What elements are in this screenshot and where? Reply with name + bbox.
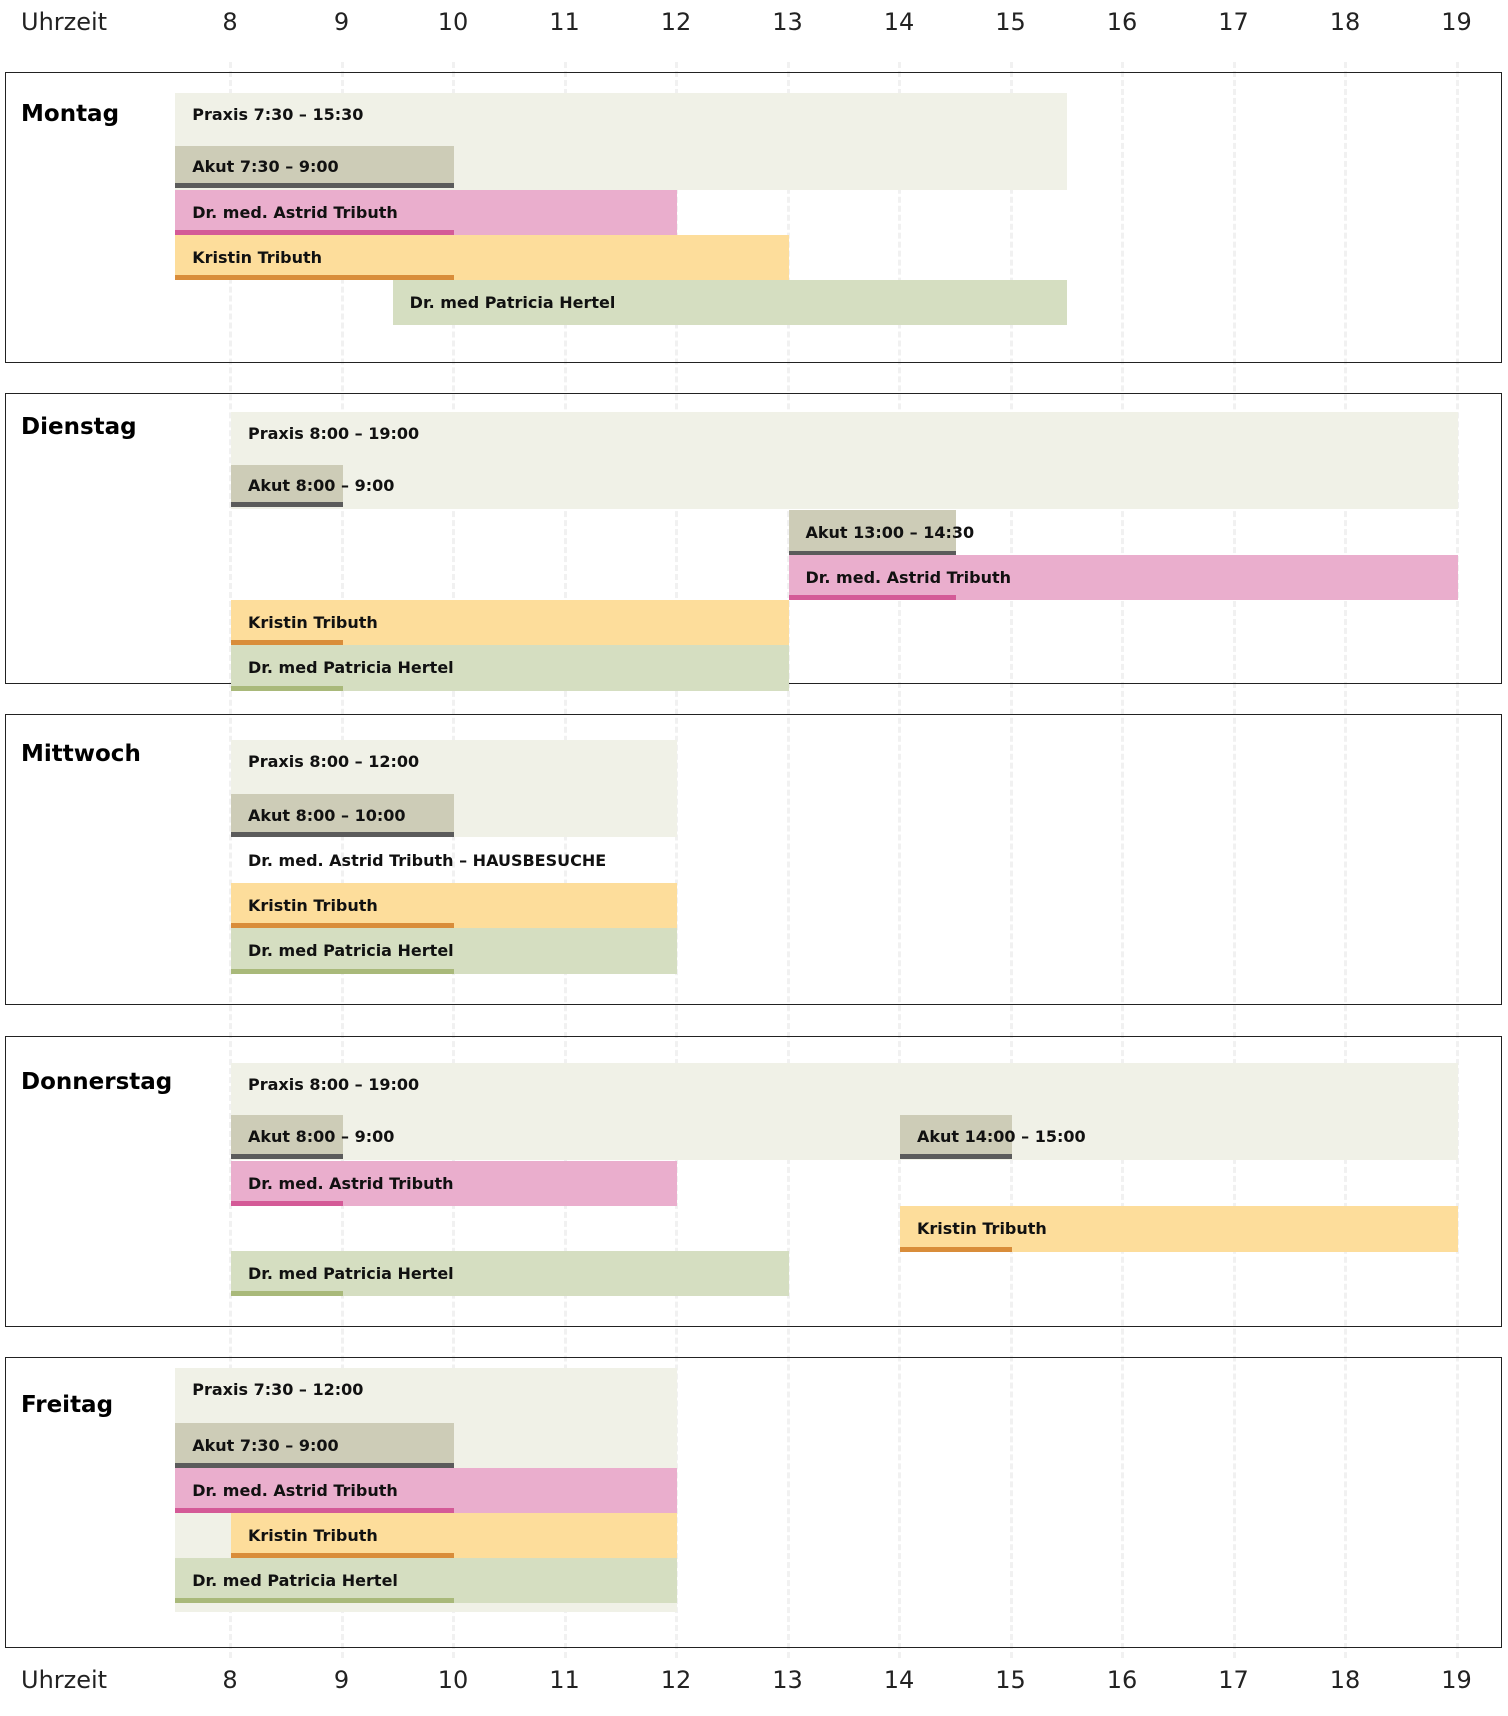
tick-label-9: 9: [333, 8, 350, 36]
bar-label: Akut 14:00 – 15:00: [917, 1127, 1086, 1146]
day-name: Dienstag: [21, 414, 137, 440]
day-name: Montag: [21, 101, 120, 127]
bar-label: Dr. med. Astrid Tributh: [805, 568, 1012, 587]
bar-label: Kristin Tributh: [248, 1526, 378, 1545]
tick-label-14: 14: [883, 8, 915, 36]
bar-label: Akut 8:00 – 9:00: [248, 1127, 395, 1146]
time-axis-bottom: [0, 1666, 1508, 1716]
astrid-underline: [231, 1201, 343, 1206]
bar-label: Dr. med Patricia Hertel: [248, 941, 454, 960]
akut-underline: [231, 502, 343, 507]
patricia-underline: [231, 969, 454, 974]
day-name: Freitag: [21, 1392, 114, 1418]
akut-underline: [231, 832, 454, 837]
patricia-underline: [175, 1598, 454, 1603]
bar-label: Kristin Tributh: [248, 613, 378, 632]
tick-label-15: 15: [995, 8, 1026, 36]
kristin-underline: [900, 1247, 1012, 1252]
bar-label: Dr. med. Astrid Tributh – HAUSBESUCHE: [248, 851, 607, 870]
bar-label: Akut 13:00 – 14:30: [805, 523, 975, 542]
praxis-label: Praxis 8:00 – 19:00: [248, 424, 420, 443]
praxis-label: Praxis 7:30 – 15:30: [192, 105, 364, 124]
tick-label-16: 16: [1106, 8, 1138, 36]
akut-underline: [900, 1154, 1012, 1159]
tick-label-18: 18: [1329, 8, 1361, 36]
bar-label: Kristin Tributh: [917, 1219, 1047, 1238]
day-panel-montag: [5, 72, 1502, 363]
tick-label-8: 8: [222, 8, 238, 36]
day-panel-donnerstag: [5, 1036, 1502, 1327]
time-axis-top: [0, 8, 1508, 58]
day-name: Mittwoch: [21, 741, 141, 767]
tick-label-13: 13: [772, 8, 803, 36]
tick-label-19: 19: [1441, 8, 1472, 36]
bar-label: Akut 8:00 – 10:00: [248, 806, 406, 825]
bar-label: Dr. med Patricia Hertel: [409, 293, 616, 312]
praxis-label: Praxis 7:30 – 12:00: [192, 1380, 364, 1399]
tick-label-11: 11: [549, 8, 580, 36]
tick-label-17: 17: [1218, 1666, 1249, 1694]
bar-label: Akut 8:00 – 9:00: [248, 476, 395, 495]
bar-label: Akut 7:30 – 9:00: [192, 157, 339, 176]
bar-label: Kristin Tributh: [248, 896, 378, 915]
tick-label-18: 18: [1329, 1666, 1361, 1694]
tick-label-17: 17: [1218, 8, 1249, 36]
tick-label-14: 14: [883, 1666, 915, 1694]
tick-label-12: 12: [660, 1666, 692, 1694]
bar-label: Dr. med. Astrid Tributh: [192, 203, 398, 222]
patricia-underline: [231, 1291, 343, 1296]
bar-label: Dr. med Patricia Hertel: [248, 1264, 454, 1283]
tick-label-10: 10: [437, 1666, 469, 1694]
tick-label-19: 19: [1441, 1666, 1472, 1694]
praxis-label: Praxis 8:00 – 19:00: [248, 1075, 420, 1094]
day-panel-mittwoch: [5, 714, 1502, 1005]
bar-label: Akut 7:30 – 9:00: [192, 1436, 339, 1455]
akut-underline: [175, 183, 454, 188]
tick-label-10: 10: [437, 8, 469, 36]
patricia-underline: [231, 686, 343, 691]
praxis-label: Praxis 8:00 – 12:00: [248, 752, 420, 771]
bar-label: Dr. med. Astrid Tributh: [248, 1174, 454, 1193]
akut-underline: [231, 1154, 343, 1159]
day-panel-dienstag: [5, 393, 1502, 684]
tick-label-13: 13: [772, 1666, 803, 1694]
day-name: Donnerstag: [21, 1069, 173, 1095]
astrid-underline: [789, 595, 956, 600]
tick-label-15: 15: [995, 1666, 1026, 1694]
bar-label: Dr. med Patricia Hertel: [248, 658, 454, 677]
tick-label-8: 8: [222, 1666, 238, 1694]
tick-label-16: 16: [1106, 1666, 1138, 1694]
bar-label: Kristin Tributh: [192, 248, 323, 267]
bar-label: Dr. med. Astrid Tributh: [192, 1481, 398, 1500]
tick-label-12: 12: [660, 8, 692, 36]
axis-label: Uhrzeit: [21, 1666, 108, 1694]
bar-label: Dr. med Patricia Hertel: [192, 1571, 398, 1590]
day-panel-freitag: [5, 1357, 1502, 1648]
axis-label: Uhrzeit: [21, 8, 108, 36]
tick-label-11: 11: [549, 1666, 580, 1694]
tick-label-9: 9: [333, 1666, 350, 1694]
